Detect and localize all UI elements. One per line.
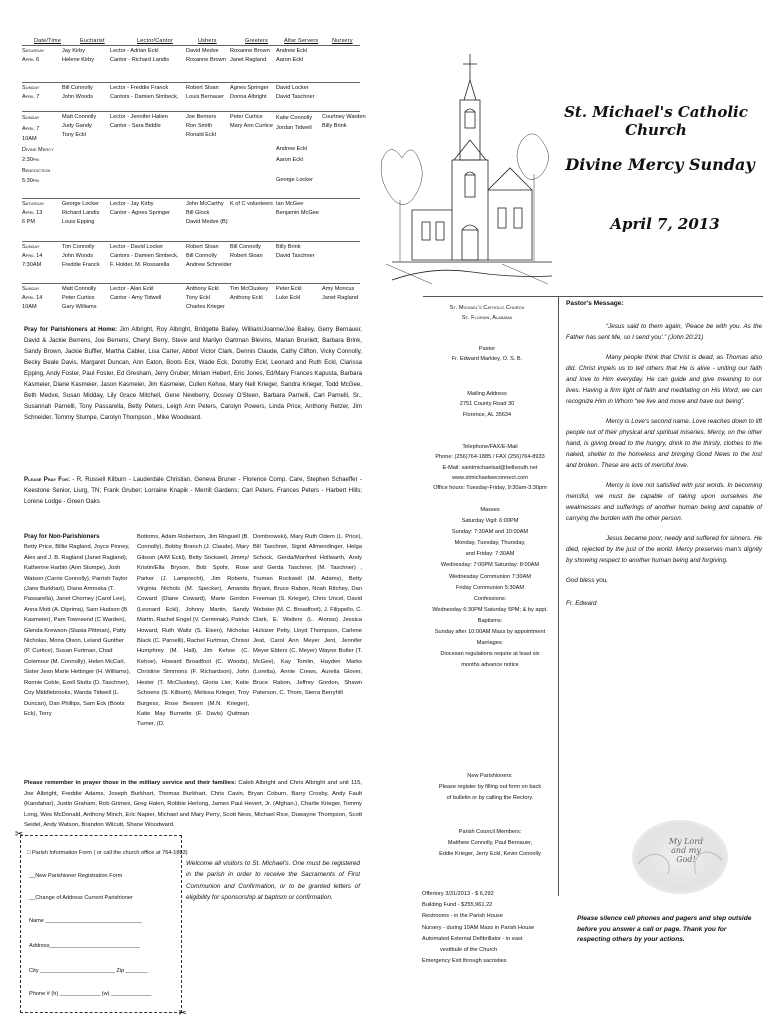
checkbox-icon[interactable]: □: [27, 850, 31, 856]
form-phone-field[interactable]: Phone # (h) _____________ (w) _____________: [29, 991, 152, 997]
row-ushers: Joe Berners Ron Smith Ronald Eckl: [186, 114, 217, 138]
baptisms-time: Sunday after 10:00AM Mass by appointment: [434, 629, 546, 636]
church-name: St. Michael's Catholic Church: [564, 103, 748, 139]
schedule-row: [22, 241, 360, 268]
form-name-field[interactable]: Name _______________________________: [29, 918, 142, 924]
row-ushers: Robert Sloan Louis Bernauer: [186, 85, 224, 100]
col-header-altar: Altar Servers: [284, 38, 319, 44]
marriages-label: Marriages:: [476, 640, 504, 647]
row-greeters: K of C volunteers: [230, 201, 273, 207]
row-lector: Lector - Jay Kirby Cantor - Agnes Springer: [110, 201, 171, 216]
schedule-row: [22, 283, 360, 310]
row-eucharist: Matt Connolly Peter Curtice Gary Williams: [62, 286, 97, 310]
mailing-city: Florence, AL 35634: [462, 411, 512, 418]
council-block: [420, 827, 560, 860]
badge-illustration: [632, 820, 728, 894]
mailing-street: 2751 County Road 30: [459, 401, 515, 408]
row-greeters: Agnes Springer Donna Albright: [230, 85, 269, 100]
please-pray: [24, 474, 362, 507]
contact-label: Telephone/FAX/E-Mail: [462, 444, 518, 450]
mailing-label: Mailing Address: [467, 391, 507, 397]
sunday-title: Divine Mercy Sunday: [565, 155, 755, 174]
col-header-greeters: Greeters: [245, 38, 268, 44]
badge-line: God!: [676, 855, 696, 864]
row-ushers: David Medve Roxanne Brown: [186, 48, 226, 63]
bulletin-date: April 7, 2013: [610, 215, 720, 233]
schedule-row: [22, 45, 360, 63]
row-ushers: John McCarthy Bill Glock David Medve (B): [186, 201, 228, 225]
contact-website[interactable]: www.stmichaelweconnect.com: [452, 474, 528, 481]
col-header-lector: Lector/Cantor: [137, 38, 173, 44]
row-lector: Lector - Freddie Franck Cantors - Damien Simbeck,: [110, 85, 179, 100]
mass-time: and Friday: 7:30AM: [465, 551, 515, 558]
form-option-change[interactable]: __Change of Address Current Parishioner: [29, 895, 133, 901]
schedule-row: [22, 198, 360, 225]
building-fund: Building Fund - $255,961.22: [422, 902, 493, 909]
pastor-paragraph: Jesus became poor, needy and suffered for sinners. He died, rejected by the just of the world. Mercy preserves man's dignity by showing respect to another human being and forgiving.: [566, 535, 762, 564]
row-date: Sunday April 14 10AM: [22, 286, 43, 310]
masses-block: [420, 505, 560, 671]
row-ushers: Robert Sloan Bill Connolly Andrew Schneider: [186, 244, 232, 268]
badge-line: My Lord: [668, 837, 704, 846]
pray-parishioners-label: Pray for Parishioners at Home:: [24, 326, 118, 333]
col-header-nursery: Nursery: [332, 38, 353, 44]
pastor-block: [420, 344, 554, 365]
pastor-paragraph: Mercy is love not satisfied with just words. In becoming merciful, we must be capable of taking upon ourselves the weaknesses and sufferings of another human being and capable of carrying the burden with the other person.: [566, 482, 762, 522]
parish-name: St. Michael's Catholic Church: [449, 305, 525, 311]
schedule-row: [22, 111, 366, 184]
mailing-block: [420, 389, 554, 420]
row-eucharist: Matt Connolly Judy Gandy Tony Eckl: [62, 114, 97, 138]
non-parishioners-col2: Bottoms, Adam Robertson, Jim Ringuell (B. Connolly), Bobby Branch (J. Claude), Mary Gibson (A/M Eckl), Betty Sockwell, Jimmy/ Kristin/Ella Bryson, Bob Spohr, Rose Parker (J. Lamprecht), Jim Roberts, Virginia Nichols (M. Specker), Amanda Coward (Diane Coward), Marie Gordon (Leonard Eckl), Johnny Martin, Sandy Martin, Rachel Engel (V. Cerminak), Patrick Howard, Ruth Waltz (S. Eisen), Nicholas Black (C. Parnelli), Rachel Furtman, Chrissi Humphrey (M. Hall), Jim Kehoe (C. Kehoe), Howard Broadfoot (C. Woods), Christine Simmons (F. Richardson), John Hester (T. McCluskey), Gloria Lier, Katie Schoens (S. Kilburn), Melissa Krieger, Troy Burgess, Rose Beaven (M.N. Krieger), Katie May Burnette (F. Davis) Quitman Turner, (D.: [137, 534, 249, 728]
mass-time: Friday Communion 5:30AM: [455, 584, 525, 591]
confessions-time: Wednesday 6:30PM Saturday 5PM; & by appt.: [432, 606, 548, 613]
nursery-note: Nursery - during 10AM Mass in Parish House: [422, 924, 535, 931]
new-parishioners-label: New Parishioners:: [467, 773, 513, 779]
restrooms-note: Restrooms - in the Parish House: [422, 913, 503, 920]
divider: [423, 296, 763, 297]
pray-parishioners: [24, 324, 362, 423]
row-altar: Billy Brink David Taschner: [276, 244, 315, 259]
badge-line: and my: [671, 846, 701, 855]
row-date: Sunday April 14 7:30AM: [22, 244, 43, 268]
offertory: Offertory 3/31/2013 - $ 6,292: [422, 891, 494, 897]
new-parishioners-text: Please register by filling out form on back: [438, 784, 542, 790]
row-nursery: Courtney Warden Billy Brink: [322, 114, 366, 129]
new-parishioners-block: [420, 771, 560, 804]
council-members: Matthew Connolly, Paul Bernauer,: [447, 840, 533, 846]
baptisms-label: Baptisms:: [477, 617, 503, 624]
mass-time: Sunday: 7:30AM and 10:00AM: [451, 529, 529, 536]
schedule-row: [22, 82, 360, 100]
row-eucharist: Jay Kirby Helene Kirby: [62, 48, 95, 63]
col-header-date: Date/Time: [34, 38, 61, 44]
col-header-eucharist: Eucharist: [80, 38, 105, 44]
aed-note: vestibule of the Church: [440, 947, 498, 954]
masses-label: Masses: [480, 507, 500, 513]
new-parishioners-text: of bulletin or by calling the Rectory.: [446, 795, 534, 801]
mass-time: Wednesday Communion 7:30AM: [449, 573, 531, 580]
row-date: Saturday April 13 6 PM: [22, 201, 45, 225]
row-altar: David Locker David Taschner: [276, 85, 315, 100]
row-date: Saturday April 6: [22, 48, 45, 63]
mass-time: Monday, Tuesday, Thursday,: [454, 540, 526, 547]
form-title: Parish Information Form ( or call the church office at 764-1883): [31, 850, 188, 856]
row-ushers: Anthony Eckl Tony Eckl Charles Krieger: [186, 286, 225, 310]
row-altar: Peter Eckl Luke Eckl: [276, 286, 302, 301]
row-eucharist: Tim Connolly John Woods Freddie Franck: [62, 244, 100, 268]
row-eucharist: Bill Connolly John Woods: [62, 85, 93, 100]
parish-location: St. Florian, Alabama: [461, 315, 513, 322]
emergency-exit-note: Emergency Exit through sacristies: [422, 958, 507, 965]
hands-icon: [632, 820, 728, 894]
mass-time: Saturday Vigil: 6:00PM: [461, 518, 519, 525]
church-illustration: [372, 40, 562, 290]
row-eucharist: George Locker Richard Landis Louis Epping: [62, 201, 100, 225]
cell-phone-notice: Please silence cell phones and pagers and step outside before you answer a call or page. Thank you for respecting others by your actions.: [577, 915, 752, 944]
row-altar: Andrew Eckl Aaron Eckl: [276, 48, 308, 63]
contact-phone: Phone: (256)764-1885 / FAX (256)764-8933: [435, 454, 545, 461]
pastors-message-title: Pastor's Message:: [566, 300, 624, 307]
contact-block: [420, 442, 560, 493]
form-address-field[interactable]: Address_____________________________: [29, 943, 140, 949]
pastor-paragraph: Mercy is Love's second name. Love reaches down to lift people out of their physical and spiritual miseries. Mercy, on the other hand, is giving bread to the hungry, drink to the thirsty, clothes to the naked, shelter to the homeless and bringing Good News to the lost and broken. These are acts of merciful love.: [566, 418, 762, 469]
parish-block: [420, 303, 554, 324]
office-hours: Office hours: Tuesday-Friday, 9:30am-3:30pm: [433, 485, 547, 492]
registration-form: [15, 829, 188, 1019]
please-pray-label: Please Pray For:: [24, 476, 71, 483]
row-greeters: Peter Curtice Mary Ann Curtice: [230, 114, 273, 129]
row-date: Sunday April 7 10AM Divine Mercy 2:30pm Benediction 5:30pm: [22, 115, 54, 184]
please-pray-text: - R. Russell Kilburn - Lauderdale Christian, Geneva Bruner - Florence Comp. Care, Stephen Schaeffer - Keestone Senior, Liurg, TN; Frank Gruber; Lorraine Knapik - Merrill Gardens; Carl Peters, Frances Peters - Harbert Hills; Lorene Lodge - Green Oaks: [24, 476, 362, 505]
row-greeters: Roxanne Brown Janet Ragland: [230, 48, 270, 63]
pastor-signature: Fr. Edward: [566, 600, 597, 607]
row-lector: Lector - Adrian Eckl Cantor - Richard Landis: [110, 48, 170, 63]
row-altar: Katie Connolly Jordan Tidwell Andrew Eckl Aaron Eckl George Locker: [276, 115, 314, 184]
row-lector: Lector - Alan Eckl Cantor - Amy Tidwell: [110, 286, 162, 301]
row-date: Sunday April 7: [22, 85, 40, 100]
pastor-name: Fr. Edward Markley, O. S. B.: [451, 356, 523, 363]
pray-parishioners-text: Jim Albright, Roy Albright, Bridgette Bailey, William/Joanne/Joe Bailey, Gerry Bernauer, David & Jackie Berrens, Joe Berrens, Cheryl Berry, Steve and Marilyn Gartman Blevins, Marian Brunlett, Barbara Brink, Sandy Brown, Jackie Buffler, Martha Cabler, Lisa Carter, Abbot Victor Clark, Dennis Claude, Cathy Clifton, Vicky Connolly, Becky Beale Davis, Margaret Duncan, Ann Eaton, Boots Eck, Wade Eck, Dorothy Eckl, Leonard and Ruth Eckl, Clarissa Epping, Andy Foster, Paul Foster, Ed Gresham, Jerry Gruber, Miriam Hebert, Eric Jones, Ed/Mary Frances Kapusta, Barbara Kasmeier, Diane Kasmeier, Jason Kasmeier, Jim Kasmeier, Cullen Kehoe, Mary Nell Krieger, Sandra Krieger, Todd McGee, Beth Medve, Susan Midday, Lily Grace Mitchell, Gene Newberry, Dossey O'Steen, Barbara Parnelli, Carl Parnelli, Sr., Susannah Parnelli, Tony Passarella, Betty Peters, Leigh Ann Peters, Carolyn Powers, Linda Price, Anthony Retzer, Jim Schneider, Tommy Stumpe, Carolyn Thompson , Mike Woodward.: [24, 326, 362, 421]
pastor-label: Pastor: [478, 346, 496, 352]
row-lector: Lector - David Locker Cantors - Damien Simbeck, F. Holder, M. Rossarella: [110, 244, 179, 268]
aed-note: Automated External Defibrillator - in east: [422, 935, 523, 942]
pastor-paragraph: Many people think that Christ is dead, as Thomas also did. Christ impels us to tell others that He is alive - uniting our faith and love to Him everyday. He can guide and give meaning to our lives. Having a firm light of faith and meditating on His Word, we can recognize Him in Whom “we live and move and have our being”.: [566, 354, 762, 405]
non-parishioners-label: Pray for Non-Parishioners: [24, 533, 100, 540]
form-option-new[interactable]: __New Parishioner Registration Form: [29, 873, 123, 879]
non-parishioners-col3: Dombrowski), Mary Ruth Odem (L. Price), Bill Taschner, Sigrid Allmendinger, Helga Schock, Gerda/Manfred Hollwarth, Andy and Gerda Taschner, (M. Taschner) , Truman Rockwell (M. Adams), Betty Bryant, Bruce Rabon, Noah Ritchey, Dan Freeman (S. Krieger), Chris Uncel, David Webster (M. C. Broadfoot), J. Filippello, C. Clark, E. Walters (L. Alonso) Jessica Hulsizer Petty, Lloyd Thompson, Carlene Jeat, Carol Ann Meyer Jent, Jennifer Meyer Elders (C. Meyer) Wayne Butler (T. McGee), Kay Tomlin, Hayden Marks (Loretta), Annie Crews, Aurelia Glover, Bruce Rabon, Jeffrey Gordon, Shawn Paterson, C. Thom, Sierra Berryhill: [253, 534, 362, 697]
col-header-ushers: Ushers: [198, 38, 217, 44]
council-label: Parish Council Members:: [458, 829, 522, 835]
row-greeters: Tim McCluskey Anthony Eckl: [230, 286, 269, 301]
mass-time: Wednesday: 7:00PM Saturday: 8:00AM: [440, 562, 540, 569]
council-members: Eddie Krieger, Jerry Eckl, Kevin Connolly: [439, 851, 541, 857]
scissors-icon: ✂: [15, 829, 24, 840]
military-label: Please remember in prayer those in the military service and their families:: [24, 780, 237, 786]
non-parishioners-col1: Betty Price, Billie Ragland, Joyce Pinney, Alex and J. B. Ragland (Janet Ragland), Katherine Harbin (Ann Stumpe), Josh Watson (Carrie Connolly), Parrish Taylor (Jane Burkhart), Diane Armoska (T. Passarella), Janet Chorney (Carol Lee), Anna Mott (A. Diprima), Sam Hudson (B. Kasmeier), Pam Townsend (C Warden), Glenda Krewson (Stasia Pittman), Patty Nicholas, Mona Olson, Leland Gunther (P. Curtice), Susan Furtman, Chad Colemour (M. Connolly), Helen McCarl, Sister Jean Marie Hettinger (H. Williams), Ronnie Coble, Ezell Stutts (D. Taschner), Coy Middlebrooks, Wanda Tidwell (L. Duncan), Dan Phillips, Sam Eck (Boots Eck), Terry: [24, 544, 131, 717]
military-prayers: [24, 778, 362, 831]
contact-email[interactable]: E-Mail: saintmichaelsat@bellsouth.net: [442, 464, 538, 471]
row-lector: Lector - Jennifer Halien Cantor - Sara Biddle: [110, 114, 168, 129]
welcome-note: Welcome all visitors to St. Michael's. One must be registered in the parish in order to receive the Sacraments of First Communion and Confirmation, or to be granted letters of eligibility for sponsorship at baptism or confirmation.: [186, 860, 360, 902]
row-altar: Ian McGee Benjamin McGee: [276, 201, 319, 216]
pastors-message: [566, 300, 762, 609]
form-city-zip-field[interactable]: City ________________________ Zip _______: [29, 968, 148, 974]
military-text: Caleb Albright and Chris Albright and unit 115, Joe Albright, Freddie Adams, Joseph Burkhart, Thomas Burkhart, Chris Cavin, Bryan Coburn, Barry Crosby, Andy Fault (Kandahar), Justin Graham, Rob Grimes, Greg Halen, Robbie Herlong, James Paul Hevert, Jr. (Afghan.), Charlie Krieger, Tommy Long, Wes McDonald, Anthony Minch, Eric Napier, Michael and Mary Perry, Scott Ness, Michael Rice, Duwayne Thompson, Scott Seidel, Andy Watson, Brandon Wilcutt, Shane Woodward.: [24, 780, 362, 829]
pastor-quote: “Jesus said to them again, 'Peace be with you. As the Father has sent Me, so I send you'.” (John 20:21): [566, 323, 762, 341]
finance-block: [422, 889, 562, 967]
confessions-label: Confessions:: [473, 595, 507, 602]
row-nursery: Amy Moncus Janet Ragland: [322, 286, 359, 301]
marriages-note: Diocesan regulations require at least six: [440, 651, 540, 658]
marriages-note: months advance notice: [461, 662, 519, 669]
pastor-closing: God bless you,: [566, 577, 609, 584]
row-greeters: Bill Connolly Robert Sloan: [230, 244, 263, 259]
scissors-icon: ✂: [178, 1008, 187, 1019]
